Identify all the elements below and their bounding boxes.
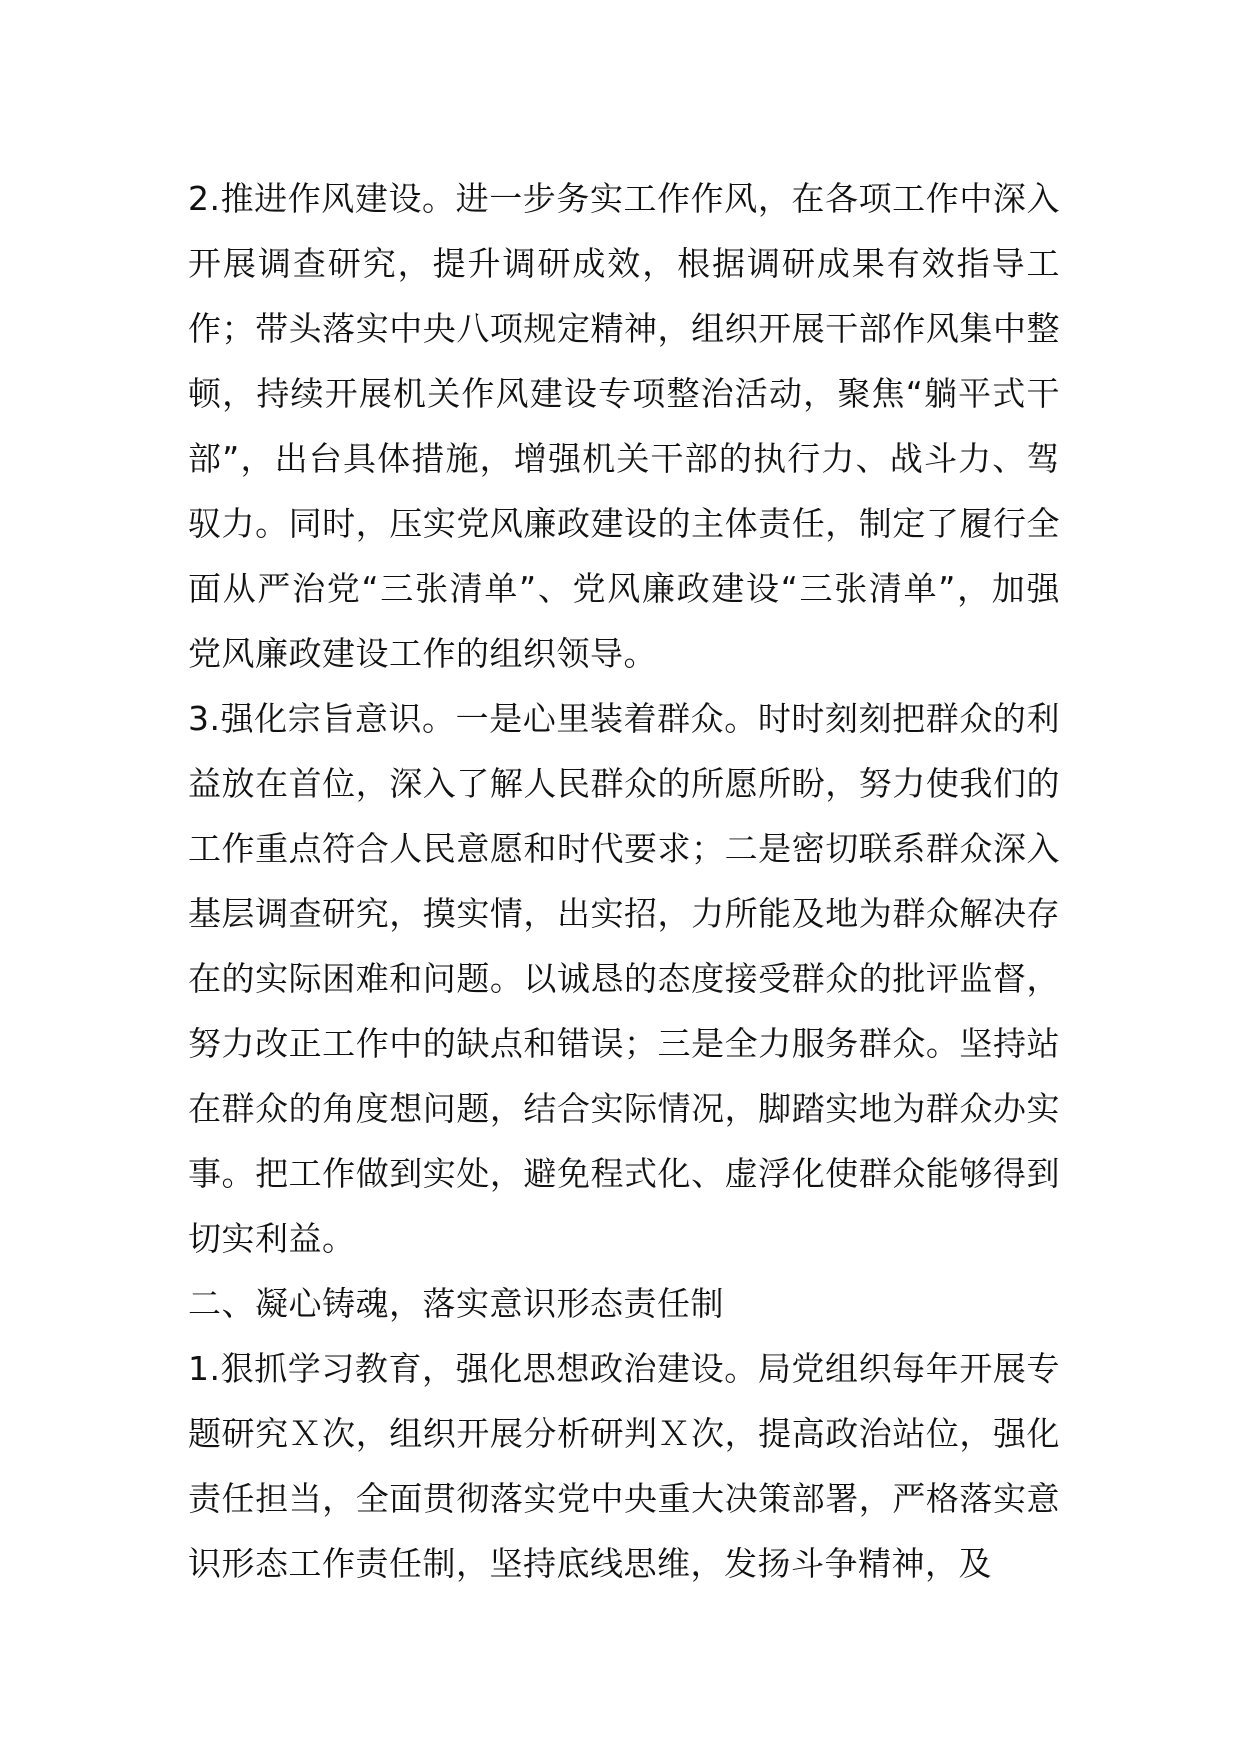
paragraph-purpose-awareness: 3.强化宗旨意识。一是心里装着群众。时时刻刻把群众的利益放在首位，深入了解人民群众的所愿所盼，努力使我们的工作重点符合人民意愿和时代要求；二是密切联系群众深入基层调查研究，摸实情，出实招，力所能及地为群众解决存在的实际困难和问题。以诚恳的态度接受群众的批评监督，努力改正工作中的缺点和错误；三是全力服务群众。坚持站在群众的角度想问题，结合实际情况，脚踏实地为群众办实事。把工作做到实处，避免程式化、虚浮化使群众能够得到切实利益。 [188,699,1060,1258]
document-body [188,166,1060,1596]
paragraph-work-style: 2.推进作风建设。进一步务实工作作风，在各项工作中深入开展调查研究，提升调研成效，根据调研成果有效指导工作；带头落实中央八项规定精神，组织开展干部作风集中整顿，持续开展机关作风建设专项整治活动，聚焦“躺平式干部”，出台具体措施，增强机关干部的执行力、战斗力、驾驭力。同时，压实党风廉政建设的主体责任，制定了履行全面从严治党“三张清单”、党风廉政建设“三张清单”，加强党风廉政建设工作的组织领导。 [188,179,1060,673]
paragraph-study-education: 1.狠抓学习教育，强化思想政治建设。局党组织每年开展专题研究Ｘ次，组织开展分析研判Ｘ次，提高政治站位，强化责任担当，全面贯彻落实党中央重大决策部署，严格落实意识形态工作责任制，坚持底线思维，发扬斗争精神，及 [188,1349,1060,1583]
section-heading-ideology: 二、凝心铸魂，落实意识形态责任制 [188,1284,724,1323]
